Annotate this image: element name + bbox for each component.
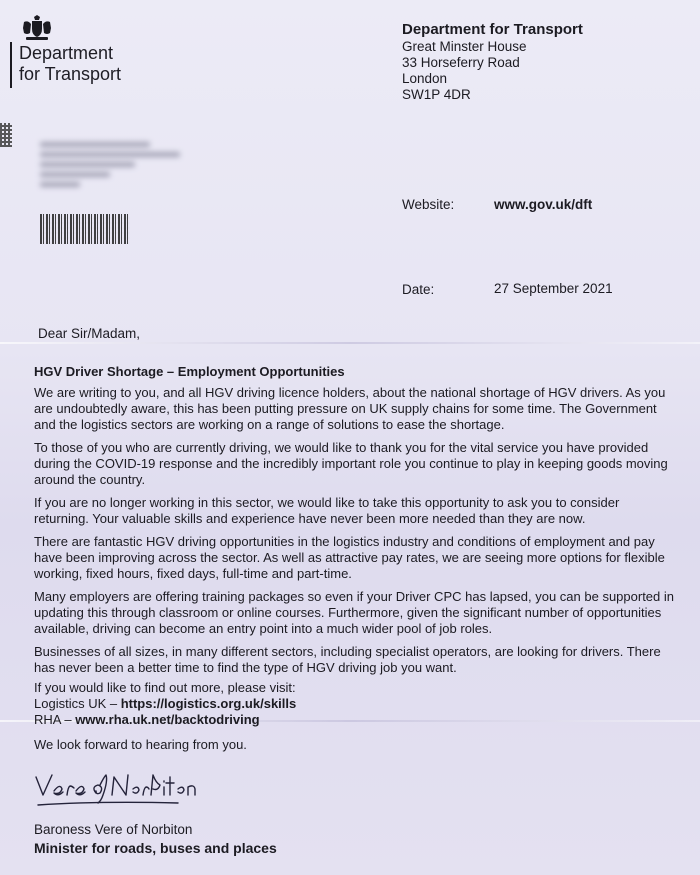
body-paragraph: To those of you who are currently driving, we would like to thank you for the vital service you have provided during the COVID-19 response and the incredibly important role you continue to play in keeping goods moving around the country. (34, 440, 668, 487)
logo-text-line1: Department (19, 43, 114, 63)
links-intro: If you would like to find out more, please visit: (34, 680, 296, 695)
body-paragraph: If you are no longer working in this sector, we would like to take this opportunity to ask you to consider returning. Your valuable skills and experience have never been more needed than they are now. (34, 495, 620, 526)
royal-coat-of-arms-icon (20, 14, 54, 42)
link-prefix: RHA – (34, 712, 76, 727)
sender-address (402, 22, 583, 103)
logistics-uk-link[interactable]: https://logistics.org.uk/skills (120, 696, 297, 711)
address-line: 33 Horseferry Road (402, 55, 520, 70)
website-value: www.gov.uk/dft (494, 197, 593, 212)
link-line (34, 712, 296, 728)
date-value: 27 September 2021 (494, 281, 613, 296)
body-paragraph: We are writing to you, and all HGV driving licence holders, about the national shortage of HGV drivers. As you are undoubtedly aware, this has been putting pressure on UK supply chains for some time. The Government and the logistics sectors are working on a range of solutions to ease the shortage. (34, 385, 666, 432)
date-label: Date: (402, 282, 435, 297)
closing-line: We look forward to hearing from you. (34, 737, 247, 752)
links-section (34, 680, 296, 728)
redacted-recipient-address (40, 142, 190, 198)
letter-body (34, 385, 674, 683)
link-line (34, 696, 296, 712)
salutation: Dear Sir/Madam, (38, 326, 141, 341)
address-line: Great Minster House (402, 39, 527, 54)
sender-name: Department for Transport (402, 21, 583, 38)
signatory-name: Baroness Vere of Norbiton (34, 822, 193, 837)
body-paragraph: Businesses of all sizes, in many different sectors, including specialist operators, are looking for drivers. There has never been a better time to find the type of HGV driving job you want. (34, 644, 661, 675)
paper-fold-line (0, 342, 700, 344)
qr-code-fragment (0, 123, 12, 147)
body-paragraph: Many employers are offering training packages so even if your Driver CPC has lapsed, you can be supported in updating this through classroom or online courses. Furthermore, given the significant number of opportunities available, driving can become an entry point into a much wider pool of job roles. (34, 589, 674, 636)
address-line: SW1P 4DR (402, 87, 471, 102)
logo-rule (10, 42, 12, 88)
link-prefix: Logistics UK – (34, 696, 121, 711)
body-paragraph: There are fantastic HGV driving opportunities in the logistics industry and conditions of employment and pay have been improving across the sector. As well as attractive pay rates, we are seeing more options for flexible working, fixed hours, fixed days, full-time and part-time. (34, 534, 665, 581)
signatory-role: Minister for roads, buses and places (34, 840, 277, 856)
address-line: London (402, 71, 448, 86)
rha-link[interactable]: www.rha.uk.net/backtodriving (75, 712, 260, 727)
postal-barcode (40, 214, 130, 244)
website-label: Website: (402, 197, 455, 212)
handwritten-signature (30, 765, 210, 815)
letter-subject: HGV Driver Shortage – Employment Opportunities (34, 364, 345, 379)
dft-logo (10, 12, 140, 90)
logo-text-line2: for Transport (19, 64, 122, 84)
